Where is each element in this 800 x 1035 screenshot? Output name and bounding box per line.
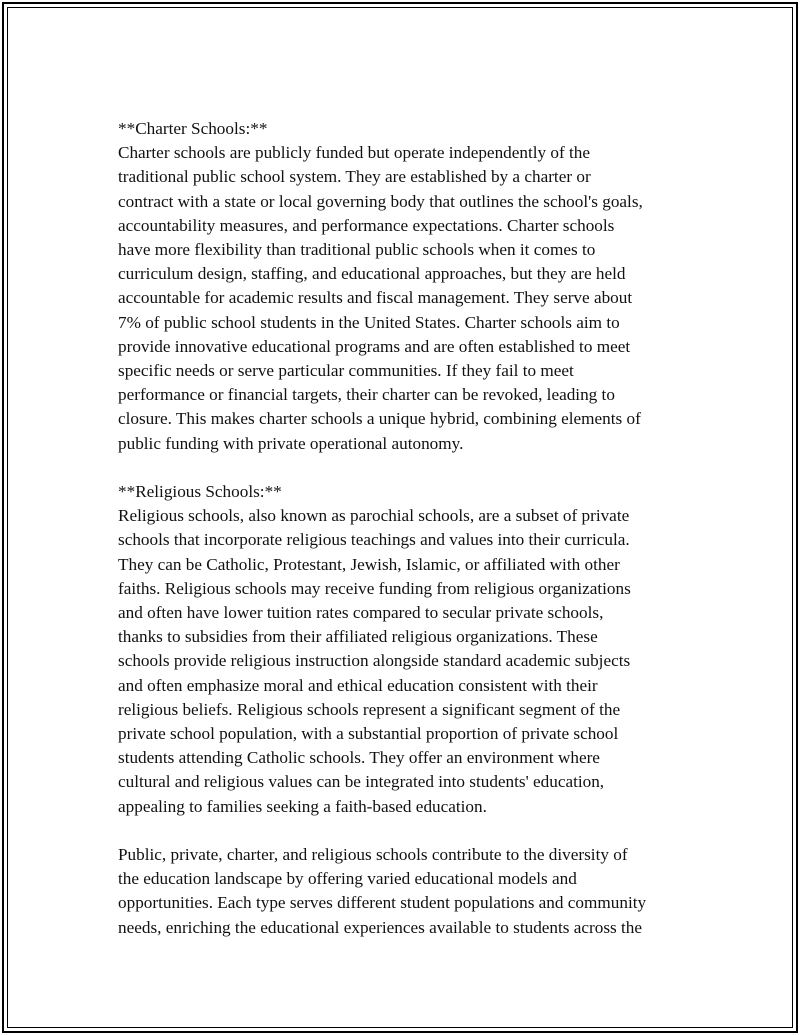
charter-schools-paragraph: Charter schools are publicly funded but operate independently of the traditional public school system. They are established by a charter or contract with a state or local governing body that outlines the school's goals, accountability measures, and performance expectations. Charter schools have more flexibility than traditional public schools when it comes to curriculum design, staffing, and educational approaches, but they are held accountable for academic results and fiscal management. They serve about 7% of public school students in the United States. Charter schools aim to provide innovative educational programs and are often established to meet specific needs or serve particular communities. If they fail to meet performance or financial targets, their charter can be revoked, leading to closure. This makes charter schools a unique hybrid, combining elements of public funding with private operational autonomy.	[118, 143, 643, 453]
charter-schools-heading: **Charter Schools:**	[118, 119, 268, 138]
document-body	[118, 117, 698, 940]
closing-paragraph: Public, private, charter, and religious schools contribute to the diversity of the education landscape by offering varied educational models and opportunities. Each type serves different student populations and community needs, enriching the educational experiences available to students across the	[118, 845, 647, 937]
religious-schools-heading: **Religious Schools:**	[118, 482, 282, 502]
paragraph-spacer	[118, 456, 698, 480]
religious-schools-paragraph: Religious schools, also known as parochial schools, are a subset of private schools that incorporate religious teachings and values into their curricula. They can be Catholic, Protestant, Jewish, Islamic, or affiliated with other faiths. Religious schools may receive funding from religious organizations and often have lower tuition rates compared to secular private schools, thanks to subsidies from their affiliated religious organizations. These schools provide religious instruction alongside standard academic subjects and often emphasize moral and ethical education consistent with their religious beliefs. Religious schools represent a significant segment of the private school population, with a substantial proportion of private school students attending Catholic schools. They offer an environment where cultural and religious values can be integrated into students' education, appealing to families seeking a faith-based education.	[118, 506, 631, 816]
paragraph-spacer	[118, 819, 698, 843]
